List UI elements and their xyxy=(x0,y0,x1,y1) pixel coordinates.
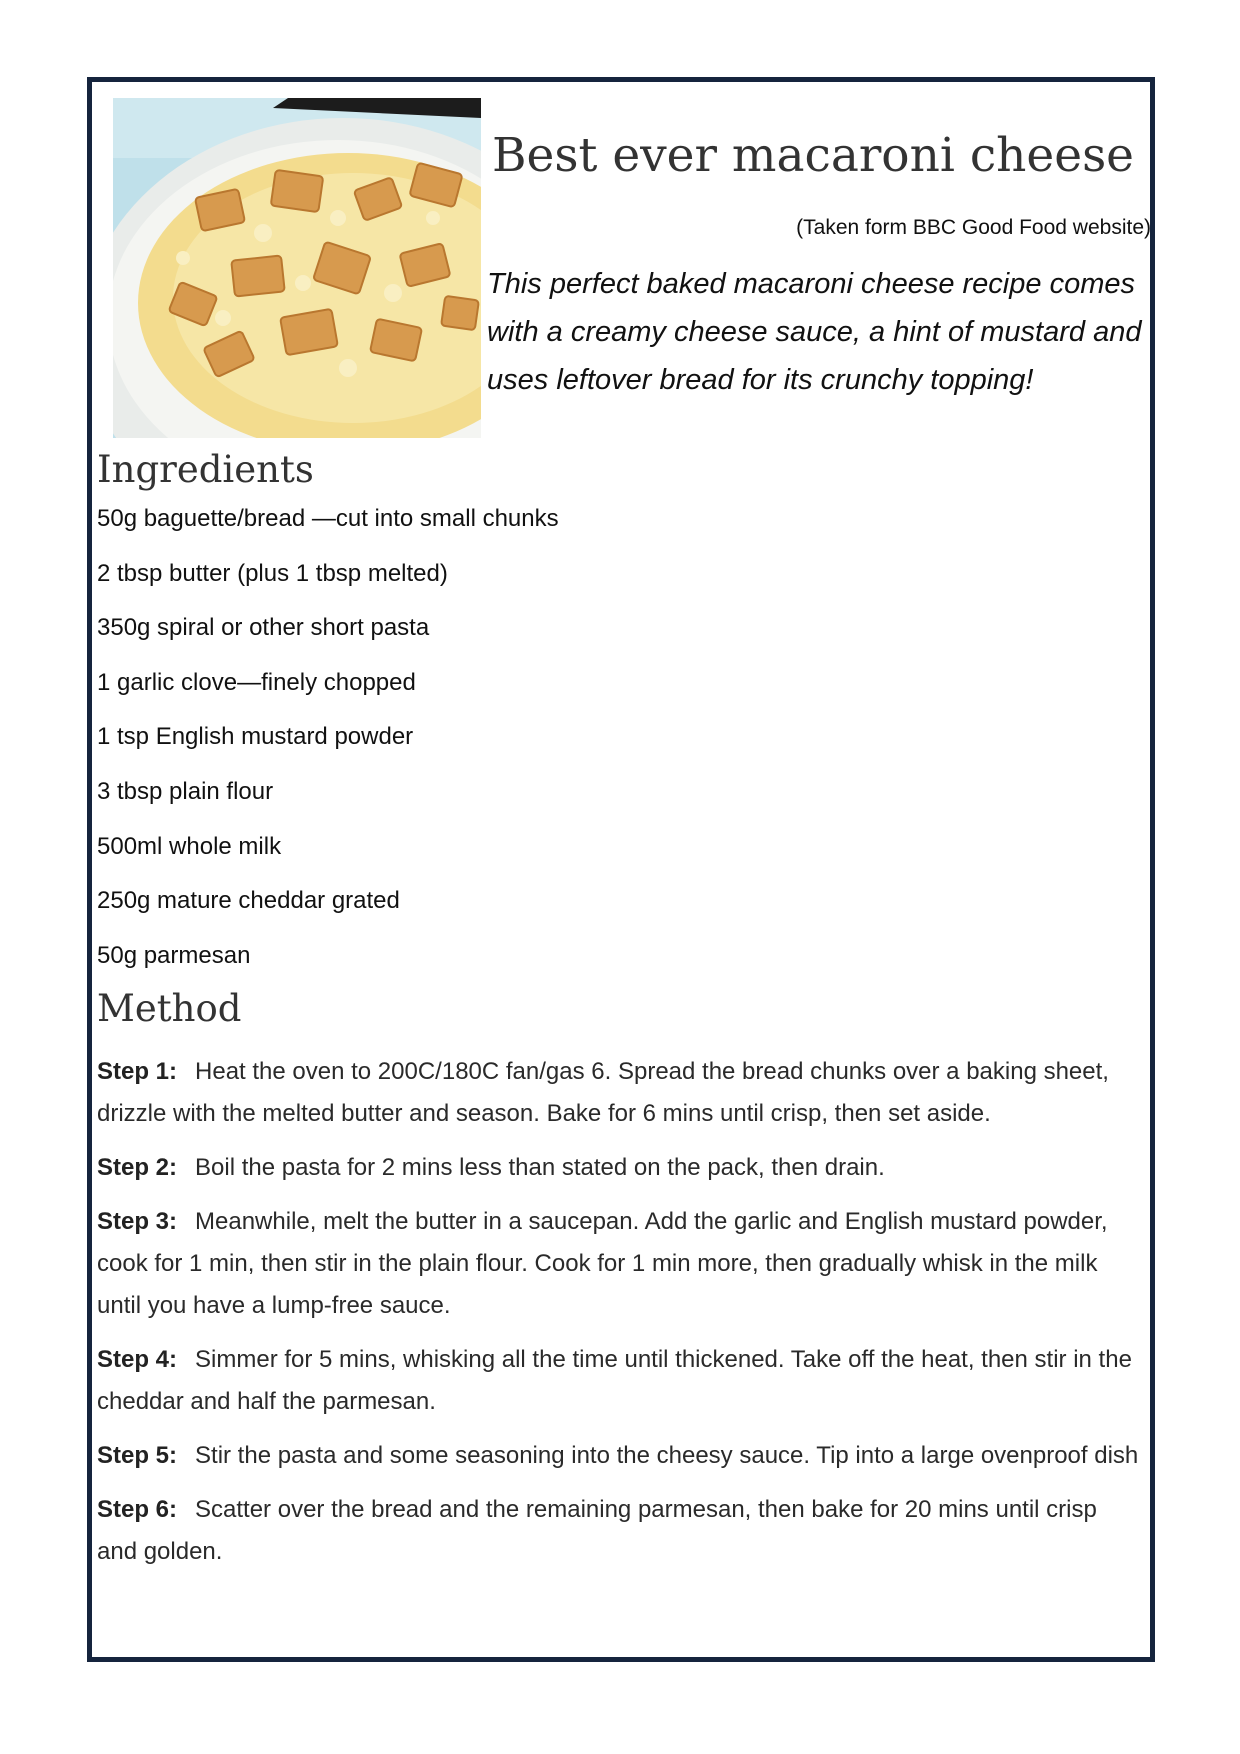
ingredient-item: 3 tbsp plain flour xyxy=(97,777,274,805)
method-step-1 xyxy=(97,1051,1142,1135)
method-step-5 xyxy=(97,1435,1142,1477)
step-text: Meanwhile, melt the butter in a saucepan. Add the garlic and English mustard powder, cook for 1 min, then stir in the plain flour. Cook for 1 min more, then gradually whisk in the milk until you have a lump-free sauce. xyxy=(97,1208,1108,1319)
ingredient-item: 2 tbsp butter (plus 1 tbsp melted) xyxy=(97,559,448,587)
ingredient-item: 500ml whole milk xyxy=(97,832,282,860)
method-steps xyxy=(97,1051,1142,1585)
step-label: Step 6: xyxy=(97,1496,178,1523)
step-text: Boil the pasta for 2 mins less than stated on the pack, then drain. xyxy=(195,1154,885,1181)
step-label: Step 1: xyxy=(97,1058,178,1085)
macaroni-cheese-photo xyxy=(113,98,481,438)
ingredient-item: 1 garlic clove—finely chopped xyxy=(97,668,416,696)
method-heading: Method xyxy=(97,987,242,1030)
ingredient-item: 50g parmesan xyxy=(97,941,251,969)
ingredient-item: 50g baguette/bread —cut into small chunks xyxy=(97,505,559,532)
step-text: Simmer for 5 mins, whisking all the time until thickened. Take off the heat, then stir in the cheddar and half the parmesan. xyxy=(97,1346,1132,1415)
recipe-intro: This perfect baked macaroni cheese recipe comes with a creamy cheese sauce, a hint of mustard and uses leftover bread for its crunchy topping! xyxy=(487,268,1142,396)
recipe-title: Best ever macaroni cheese xyxy=(492,128,1134,183)
ingredient-item: 250g mature cheddar grated xyxy=(97,887,400,915)
step-text: Heat the oven to 200C/180C fan/gas 6. Spread the bread chunks over a baking sheet, drizzle with the melted butter and season. Bake for 6 mins until crisp, then set aside. xyxy=(97,1058,1109,1127)
ingredient-item: 350g spiral or other short pasta xyxy=(97,614,430,642)
step-label: Step 4: xyxy=(97,1346,178,1373)
recipe-source: (Taken form BBC Good Food website) xyxy=(796,216,1151,239)
method-step-3 xyxy=(97,1201,1142,1327)
step-label: Step 2: xyxy=(97,1154,178,1181)
ingredient-item: 1 tsp English mustard powder xyxy=(97,723,414,751)
step-label: Step 3: xyxy=(97,1208,178,1235)
method-step-2 xyxy=(97,1147,1142,1189)
ingredients-list xyxy=(97,501,1137,992)
method-step-6 xyxy=(97,1489,1142,1573)
method-step-4 xyxy=(97,1339,1142,1423)
step-label: Step 5: xyxy=(97,1442,178,1469)
step-text: Stir the pasta and some seasoning into the cheesy sauce. Tip into a large ovenproof dish xyxy=(195,1442,1139,1469)
step-text: Scatter over the bread and the remaining parmesan, then bake for 20 mins until crisp and golden. xyxy=(97,1496,1097,1565)
ingredients-heading: Ingredients xyxy=(97,448,314,491)
